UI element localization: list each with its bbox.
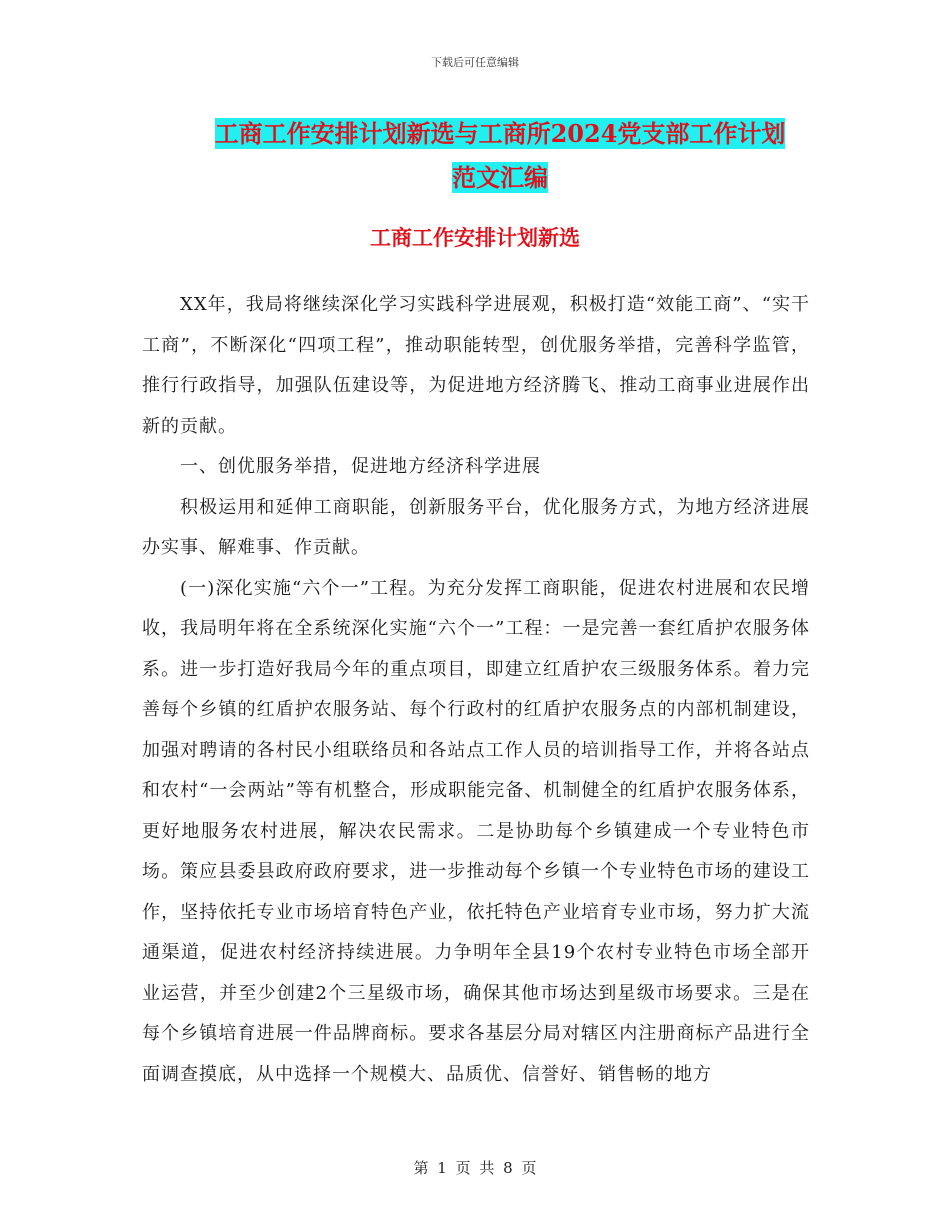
paragraph-overview: 积极运用和延伸工商职能，创新服务平台，优化服务方式，为地方经济进展办实事、解难事、作贡献。 bbox=[142, 496, 810, 558]
page-header-note: 下载后可任意编辑 bbox=[431, 56, 519, 69]
document-title-line-2: 范文汇编 bbox=[452, 163, 548, 192]
page-number: 第 1 页 共 8 页 bbox=[413, 1159, 537, 1177]
document-title-line-1: 工商工作安排计划新选与工商所2024党支部工作计划 bbox=[214, 119, 786, 148]
paragraph-intro: XX年，我局将继续深化学习实践科学进展观，积极打造“效能工商”、“实干工商”，不断深化“四项工程”，推动职能转型，创优服务举措，完善科学监管，推行行政指导，加强队伍建设等，为促进地方经济腾飞、推动工商事业进展作出新的贡献。 bbox=[142, 294, 810, 437]
paragraph-six-one-project: (一)深化实施“六个一”工程。为充分发挥工商职能，促进农村进展和农民增收，我局明年将在全系统深化实施“六个一”工程：一是完善一套红盾护农服务体系。进一步打造好我局今年的重点项目，即建立红盾护农三级服务体系。着力完善每个乡镇的红盾护农服务站、每个行政村的红盾护农服务点的内部机制建设，加强对聘请的各村民小组联络员和各站点工作人员的培训指导工作，并将各站点和农村“一会两站”等有机整合，形成职能完备、机制健全的红盾护农服务体系，更好地服务农村进展，解决农民需求。二是协助每个乡镇建成一个专业特色市场。策应县委县政府政府要求，进一步推动每个乡镇一个专业特色市场的建设工作，坚持依托专业市场培育特色产业，依托特色产业培育专业市场，努力扩大流通渠道，促进农村经济持续进展。力争明年全县19个农村专业特色市场全部开业运营，并至少创建2个三星级市场，确保其他市场达到星级市场要求。三是在每个乡镇培育进展一件品牌商标。要求各基层分局对辖区内注册商标产品进行全面调查摸底，从中选择一个规模大、品质优、信誉好、销售畅的地方 bbox=[142, 577, 810, 1085]
document-body bbox=[142, 285, 810, 1095]
paragraph-heading-1: 一、创优服务举措，促进地方经济科学进展 bbox=[180, 456, 541, 477]
section-title: 工商工作安排计划新选 bbox=[370, 225, 580, 250]
document-title bbox=[140, 112, 860, 200]
